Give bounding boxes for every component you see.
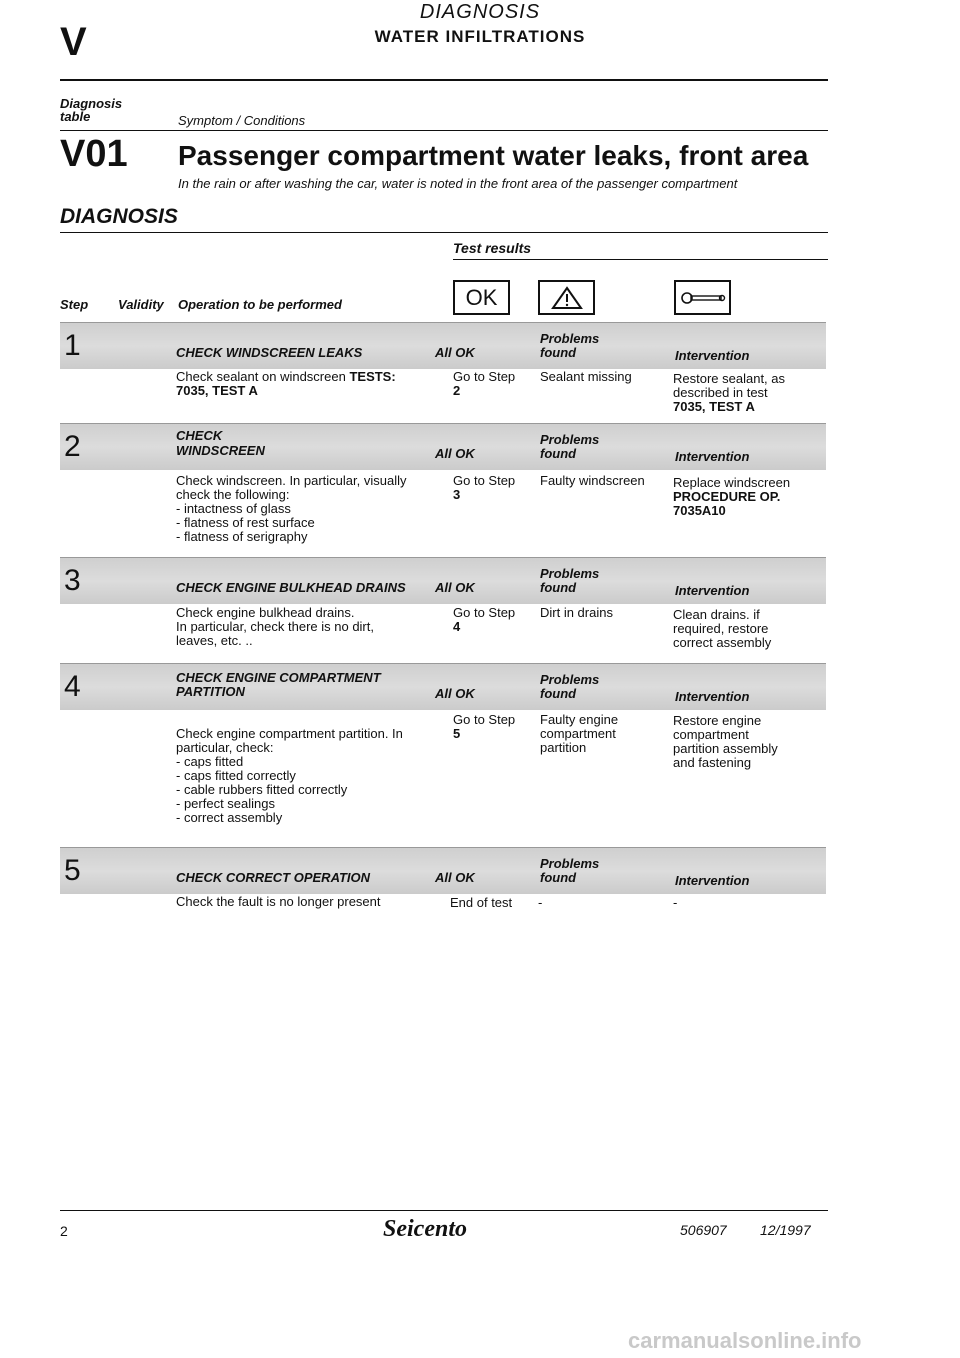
intervention-result xyxy=(673,476,790,518)
intervention-label: Intervention xyxy=(675,583,750,598)
intervention-result xyxy=(673,372,785,414)
check-title: WINDSCREEN xyxy=(176,443,265,458)
step-number: 5 xyxy=(64,854,81,887)
check-title: CHECK ENGINE BULKHEAD DRAINS xyxy=(176,580,406,595)
intervention-line: - xyxy=(673,895,678,910)
problem-result xyxy=(540,474,645,488)
operation-line: 7035, TEST A xyxy=(176,383,258,398)
intervention-line: correct assembly xyxy=(673,635,772,650)
step-number: 4 xyxy=(64,670,81,703)
end-of-test-label: End of test xyxy=(450,895,513,910)
problem-line: - xyxy=(538,895,543,910)
problem-line: Faulty windscreen xyxy=(540,473,645,488)
watermark: carmanualsonline.info xyxy=(628,1328,862,1353)
fault-code: V01 xyxy=(60,133,128,175)
all-ok-label: All OK xyxy=(435,580,475,595)
all-ok-label: All OK xyxy=(435,446,475,461)
check-title: CHECK xyxy=(176,428,223,443)
problem-line: compartment xyxy=(540,726,616,741)
ok-symbol-box xyxy=(453,280,510,315)
diagnosis-label: Diagnosis xyxy=(60,96,123,111)
problem-result xyxy=(540,713,618,755)
operation-text xyxy=(176,474,407,544)
problem-line: Faulty engine xyxy=(540,712,619,727)
found-label: found xyxy=(540,686,577,701)
document-code: 506907 xyxy=(680,1222,727,1238)
document-date: 12/1997 xyxy=(760,1222,811,1238)
test-results-label: Test results xyxy=(453,240,532,256)
operation-line: - caps fitted xyxy=(176,754,244,769)
operation-line: Check engine bulkhead drains. xyxy=(176,605,355,620)
intervention-line: 7035, TEST A xyxy=(673,399,755,414)
intervention-label: Intervention xyxy=(675,348,750,363)
intervention-label: Intervention xyxy=(675,689,750,704)
warning-triangle-icon xyxy=(551,286,583,310)
operation-ref: TESTS: xyxy=(349,369,396,384)
go-to-step-label: Go to Step xyxy=(453,712,516,727)
header-rule xyxy=(60,79,828,81)
symptom-rule xyxy=(60,130,828,131)
intervention-result xyxy=(673,714,778,770)
problem-result xyxy=(540,606,613,620)
intervention-label: Intervention xyxy=(675,873,750,888)
operation-line: - correct assembly xyxy=(176,810,283,825)
fault-title: Passenger compartment water leaks, front area xyxy=(178,140,809,171)
operation-line: check the following: xyxy=(176,487,290,502)
problems-label: Problems xyxy=(540,331,600,346)
operation-line: Check sealant on windscreen xyxy=(176,369,346,384)
step-band xyxy=(60,322,826,369)
fault-subtitle: In the rain or after washing the car, water is noted in the front area of the passenger compartment xyxy=(178,176,738,191)
ok-symbol: OK xyxy=(465,284,498,310)
problem-line: Dirt in drains xyxy=(540,605,613,620)
check-title: CHECK CORRECT OPERATION xyxy=(176,870,371,885)
intervention-line: partition assembly xyxy=(673,741,778,756)
problem-line: partition xyxy=(540,740,587,755)
step-number: 1 xyxy=(64,329,81,362)
symptom-label: Symptom / Conditions xyxy=(178,113,306,128)
ok-result xyxy=(453,474,515,502)
go-to-step-label: Go to Step xyxy=(453,605,516,620)
ok-result xyxy=(450,896,512,910)
diagnosis-rule xyxy=(60,232,828,233)
go-to-step-label: Go to Step xyxy=(453,369,516,384)
page-number: 2 xyxy=(60,1223,68,1239)
brand-logo: Seicento xyxy=(383,1216,467,1242)
found-label: found xyxy=(540,870,577,885)
ok-result xyxy=(453,713,515,741)
wrench-symbol-box xyxy=(674,280,731,315)
operation-text xyxy=(176,370,396,398)
operation-text xyxy=(176,895,381,909)
found-label: found xyxy=(540,345,577,360)
intervention-line: Restore engine xyxy=(673,713,762,728)
operation-line: - flatness of rest surface xyxy=(176,515,315,530)
operation-line: - caps fitted correctly xyxy=(176,768,296,783)
operation-line: - cable rubbers fitted correctly xyxy=(176,782,348,797)
wrench-icon xyxy=(680,288,726,308)
problems-label: Problems xyxy=(540,432,600,447)
operation-line: leaves, etc. .. xyxy=(176,633,253,648)
problems-label: Problems xyxy=(540,672,600,687)
test-results-rule xyxy=(453,259,828,260)
operation-line: - flatness of serigraphy xyxy=(176,529,308,544)
intervention-line: PROCEDURE OP. xyxy=(673,489,781,504)
operation-line: Check engine compartment partition. In xyxy=(176,726,403,741)
problems-label: Problems xyxy=(540,566,600,581)
operation-line: - intactness of glass xyxy=(176,501,291,516)
intervention-line: 7035A10 xyxy=(673,503,726,518)
step-band xyxy=(60,423,826,470)
operation-column-header: Operation to be performed xyxy=(178,297,342,312)
found-label: found xyxy=(540,446,577,461)
warning-symbol-box xyxy=(538,280,595,315)
intervention-line: Clean drains. if xyxy=(673,607,760,622)
next-step-number: 4 xyxy=(453,619,461,634)
next-step-number: 3 xyxy=(453,487,461,502)
check-title: CHECK ENGINE COMPARTMENT xyxy=(176,670,381,685)
go-to-step-label: Go to Step xyxy=(453,473,516,488)
operation-line: - perfect sealings xyxy=(176,796,275,811)
problems-label: Problems xyxy=(540,856,600,871)
step-column-header: Step xyxy=(60,297,89,312)
operation-line: Check windscreen. In particular, visually xyxy=(176,473,407,488)
step-band xyxy=(60,557,826,604)
step-band xyxy=(60,663,826,710)
intervention-line: required, restore xyxy=(673,621,769,636)
operation-line: In particular, check there is no dirt, xyxy=(176,619,374,634)
footer-rule xyxy=(60,1210,828,1211)
next-step-number: 2 xyxy=(453,383,461,398)
chapter-label: DIAGNOSIS xyxy=(419,1,541,23)
intervention-line: Restore sealant, as xyxy=(673,371,786,386)
intervention-label: Intervention xyxy=(675,449,750,464)
all-ok-label: All OK xyxy=(435,870,475,885)
table-label: table xyxy=(60,109,91,124)
operation-line: particular, check: xyxy=(176,740,274,755)
intervention-result xyxy=(673,608,771,650)
check-title: PARTITION xyxy=(176,684,245,699)
validity-column-header: Validity xyxy=(118,297,164,312)
chapter-title: WATER INFILTRATIONS xyxy=(374,27,586,46)
intervention-line: described in test xyxy=(673,385,768,400)
step-band xyxy=(60,847,826,894)
diagnosis-title: DIAGNOSIS xyxy=(60,205,178,228)
problem-line: Sealant missing xyxy=(540,369,632,384)
check-title: CHECK WINDSCREEN LEAKS xyxy=(176,345,363,360)
step-number: 2 xyxy=(64,430,81,463)
all-ok-label: All OK xyxy=(435,345,475,360)
ok-result xyxy=(453,606,515,634)
next-step-number: 5 xyxy=(453,726,461,741)
section-letter: V xyxy=(60,20,87,64)
intervention-result xyxy=(673,896,677,910)
problem-result xyxy=(540,370,632,384)
ok-result xyxy=(453,370,515,398)
operation-text xyxy=(176,606,374,648)
found-label: found xyxy=(540,580,577,595)
problem-result xyxy=(538,896,542,910)
intervention-line: Replace windscreen xyxy=(673,475,791,490)
operation-line: Check the fault is no longer present xyxy=(176,894,381,909)
intervention-line: compartment xyxy=(673,727,749,742)
operation-text xyxy=(176,727,403,825)
step-number: 3 xyxy=(64,564,81,597)
intervention-line: and fastening xyxy=(673,755,752,770)
all-ok-label: All OK xyxy=(435,686,475,701)
